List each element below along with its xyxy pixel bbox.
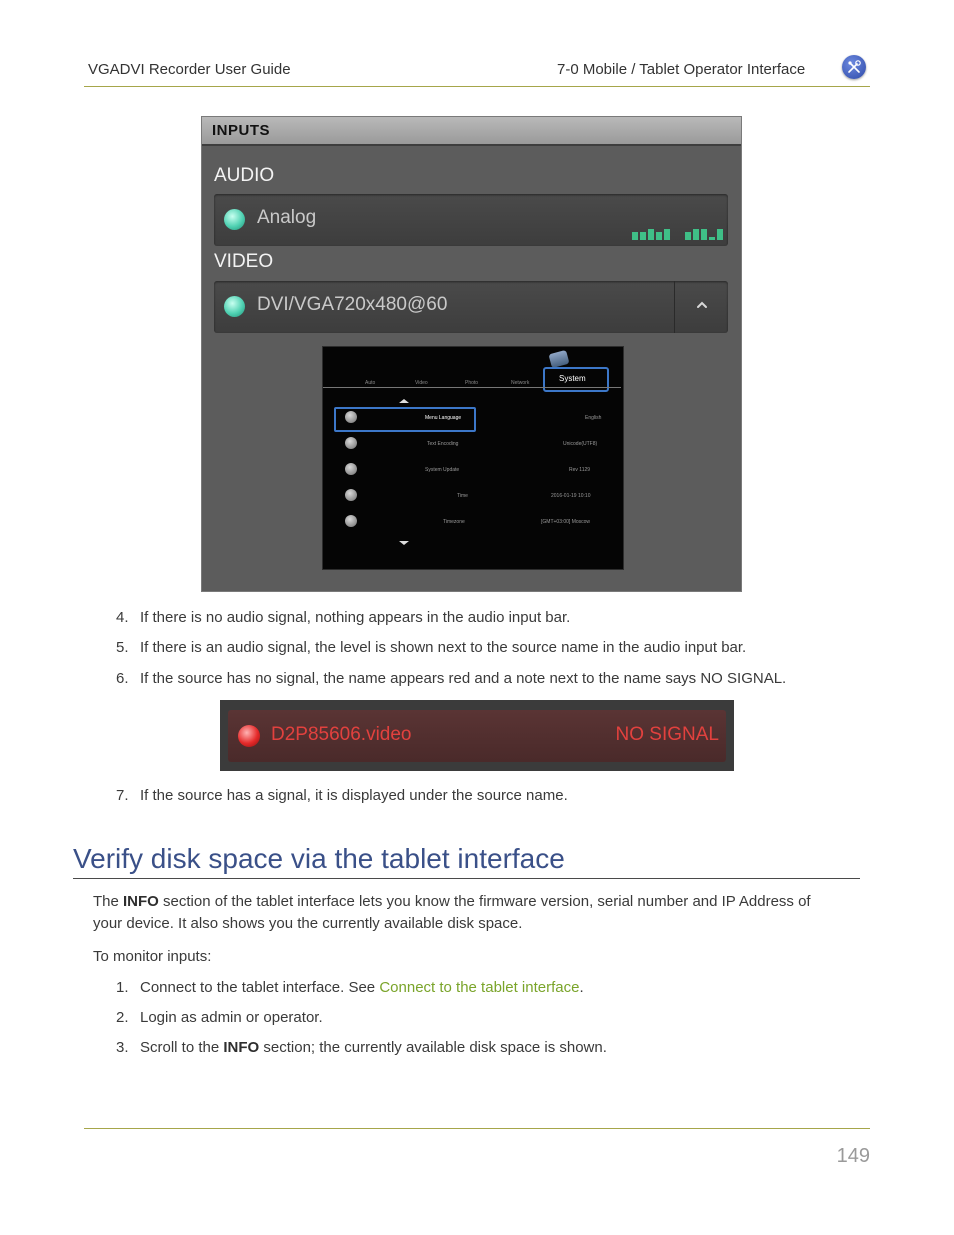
header-rule bbox=[84, 86, 870, 87]
audio-source-name: Analog bbox=[257, 207, 317, 228]
no-signal-screenshot bbox=[220, 700, 734, 771]
footer-rule bbox=[84, 1128, 870, 1129]
status-led-icon bbox=[224, 296, 245, 317]
section-heading-rule bbox=[73, 878, 860, 879]
menu-row-label[interactable]: Time bbox=[457, 493, 468, 499]
step-number: 2. bbox=[116, 1009, 129, 1026]
tab-system-label: System bbox=[559, 374, 586, 383]
step-number: 1. bbox=[116, 979, 129, 996]
no-signal-note: NO SIGNAL bbox=[615, 724, 719, 745]
tab-video[interactable]: Video bbox=[415, 380, 428, 386]
step-number: 3. bbox=[116, 1039, 129, 1056]
list-item-number: 7. bbox=[116, 787, 129, 804]
steps-lead: To monitor inputs: bbox=[93, 948, 212, 965]
video-input-bar[interactable] bbox=[214, 281, 728, 333]
status-led-icon bbox=[224, 209, 245, 230]
scroll-up-icon[interactable] bbox=[399, 399, 409, 403]
header-guide-title: VGADVI Recorder User Guide bbox=[88, 61, 291, 78]
inputs-title: INPUTS bbox=[212, 122, 271, 139]
language-icon bbox=[345, 411, 357, 423]
device-menu-preview bbox=[322, 346, 624, 570]
video-source-name: DVI/VGA720x480@60 bbox=[257, 294, 448, 315]
system-tab-icon bbox=[548, 350, 569, 368]
info-term: INFO bbox=[223, 1039, 260, 1056]
menu-row-value: English bbox=[585, 415, 602, 421]
tools-icon bbox=[842, 55, 866, 79]
menu-row-label[interactable]: Timezone bbox=[443, 519, 465, 525]
no-signal-input-bar[interactable] bbox=[228, 710, 726, 762]
tab-photo[interactable]: Photo bbox=[465, 380, 479, 386]
video-bar-divider bbox=[674, 281, 675, 333]
info-term: INFO bbox=[123, 893, 159, 910]
intro-paragraph-line2: your device. It also shows you the currently available disk space. bbox=[93, 915, 523, 932]
intro-paragraph-line1: The INFO section of the tablet interface lets you know the firmware version, serial number and IP Address of bbox=[93, 893, 811, 910]
video-heading: VIDEO bbox=[214, 251, 274, 272]
chevron-up-icon[interactable] bbox=[694, 297, 710, 313]
globe-icon bbox=[345, 515, 357, 527]
refresh-icon bbox=[345, 463, 357, 475]
page-number: 149 bbox=[836, 1145, 870, 1167]
no-signal-source-name: D2P85606.video bbox=[271, 724, 412, 745]
menu-row-label[interactable]: Text Encoding bbox=[427, 441, 459, 447]
menu-row-value: Rev 1129 bbox=[569, 467, 591, 473]
header-chapter-title: 7-0 Mobile / Tablet Operator Interface bbox=[557, 61, 806, 78]
tab-auto[interactable]: Auto bbox=[365, 380, 376, 386]
menu-row-value: Unicode(UTF8) bbox=[563, 441, 598, 447]
inputs-screenshot bbox=[201, 116, 742, 592]
audio-heading: AUDIO bbox=[214, 165, 275, 186]
scroll-down-icon[interactable] bbox=[399, 541, 409, 545]
menu-row-label[interactable]: Menu Language bbox=[425, 415, 462, 421]
menu-row-label[interactable]: System Update bbox=[425, 467, 460, 473]
menu-row-value: [GMT+03:00] Moscow bbox=[541, 519, 591, 525]
audio-input-bar[interactable] bbox=[214, 194, 728, 246]
status-led-red-icon bbox=[238, 725, 260, 747]
step-text: Scroll to the INFO section; the currently available disk space is shown. bbox=[140, 1039, 607, 1056]
section-heading: Verify disk space via the tablet interface bbox=[73, 843, 565, 874]
list-item-text: If there is no audio signal, nothing appears in the audio input bar. bbox=[140, 609, 571, 626]
list-item-text: If the source has no signal, the name appears red and a note next to the name says NO SIGNAL. bbox=[140, 670, 787, 687]
tab-network[interactable]: Network bbox=[511, 380, 530, 386]
list-item-number: 5. bbox=[116, 639, 129, 656]
clock-icon bbox=[345, 489, 357, 501]
connect-tablet-link[interactable]: Connect to the tablet interface bbox=[379, 979, 580, 996]
audio-level-meter-right bbox=[685, 229, 723, 240]
list-item-number: 6. bbox=[116, 670, 129, 687]
step-text: Connect to the tablet interface. See Connect to the tablet interface. bbox=[140, 979, 584, 996]
menu-tab-divider bbox=[323, 387, 621, 388]
inputs-title-bar bbox=[202, 117, 741, 146]
menu-row-value: 2016-01-19 10:10 bbox=[551, 493, 591, 499]
list-item-text: If the source has a signal, it is displayed under the source name. bbox=[140, 787, 568, 804]
audio-level-meter-left bbox=[632, 229, 670, 240]
list-item-number: 4. bbox=[116, 609, 129, 626]
list-item-text: If there is an audio signal, the level is shown next to the source name in the audio input bar. bbox=[140, 639, 747, 656]
text-encoding-icon bbox=[345, 437, 357, 449]
step-text: Login as admin or operator. bbox=[140, 1009, 323, 1026]
